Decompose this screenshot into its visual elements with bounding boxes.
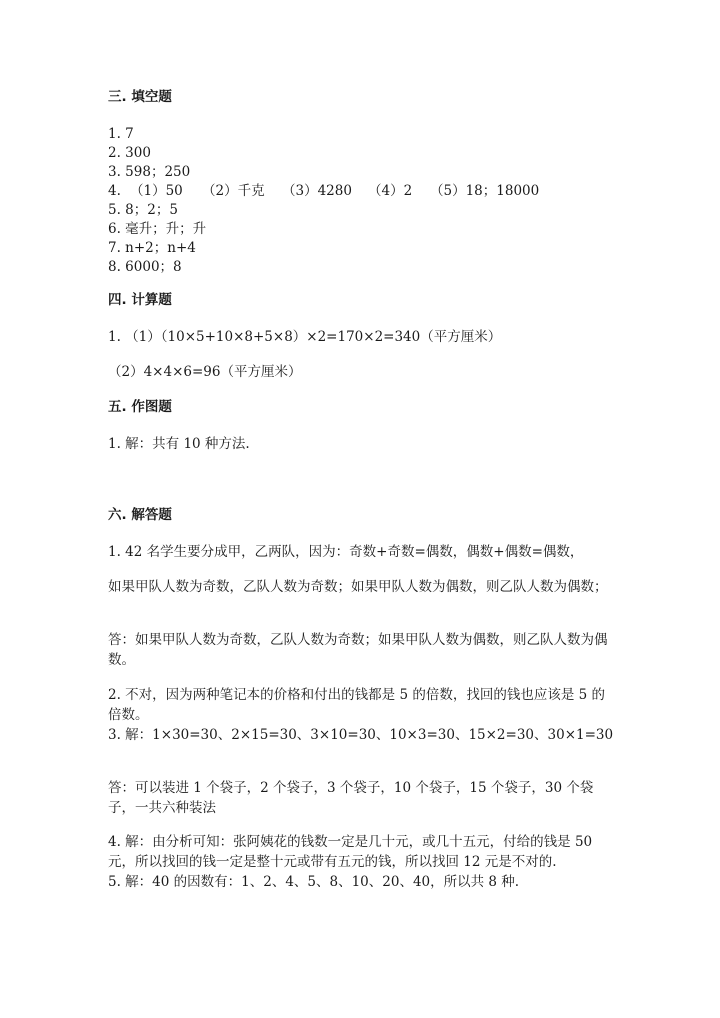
item-number: 4. <box>108 183 121 199</box>
solution-paragraph: 1. 42 名学生要分成甲，乙两队，因为：奇数+奇数=偶数，偶数+偶数=偶数， <box>108 544 584 560</box>
list-item: 1. 7 <box>108 126 134 142</box>
calc-line: 1. （1）（10×5+10×8+5×8）×2=170×2=340（平方厘米） <box>108 329 502 345</box>
solution-paragraph: 如果甲队人数为奇数，乙队人数为奇数；如果甲队人数为偶数，则乙队人数为偶数； <box>108 579 608 595</box>
solution-paragraph: 答：可以装进 1 个袋子，2 个袋子，3 个袋子，10 个袋子，15 个袋子，30 个袋子，一共六种装法 <box>108 780 594 816</box>
list-item-4 <box>108 182 618 201</box>
list-item: 5. 8；2；5 <box>108 202 178 218</box>
section-title-drawing: 五. 作图题 <box>108 399 172 415</box>
section-title-fill-blank: 三. 填空题 <box>108 89 172 105</box>
calc-line: （2）4×4×6=96（平方厘米） <box>108 364 302 380</box>
item-part: （5）18；18000 <box>430 183 540 199</box>
item-part: （1）50 <box>130 183 183 199</box>
list-item: 3. 598；250 <box>108 164 191 180</box>
section-title-calculation: 四. 计算题 <box>108 292 172 308</box>
solution-paragraph: 答：如果甲队人数为奇数，乙队人数为奇数；如果甲队人数为偶数，则乙队人数为偶数。 <box>108 632 608 668</box>
list-item: 2. 300 <box>108 145 151 161</box>
drawing-answer: 1. 解：共有 10 种方法. <box>108 436 250 452</box>
list-item: 8. 6000；8 <box>108 259 182 275</box>
solution-paragraph: 5. 解：40 的因数有：1、2、4、5、8、10、20、40，所以共 8 种. <box>108 874 520 890</box>
item-part: （2）千克 <box>202 183 265 199</box>
list-item: 7. n+2；n+4 <box>108 240 196 256</box>
item-part: （3）4280 <box>282 183 352 199</box>
solution-paragraph: 4. 解：由分析可知：张阿姨花的钱数一定是几十元，或几十五元，付给的钱是 50 元，所以找回的钱一定是整十元或带有五元的钱，所以找回 12 元是不对的. <box>108 834 593 870</box>
solution-paragraph: 2. 不对，因为两种笔记本的价格和付出的钱都是 5 的倍数，找回的钱也应该是 5 的倍数。 <box>108 687 606 723</box>
solution-paragraph: 3. 解：1×30=30、2×15=30、3×10=30、10×3=30、15×2=30、30×1=30 <box>108 727 614 743</box>
item-part: （4）2 <box>368 183 413 199</box>
list-item: 6. 毫升；升；升 <box>108 221 207 237</box>
section-title-solutions: 六. 解答题 <box>108 507 172 523</box>
